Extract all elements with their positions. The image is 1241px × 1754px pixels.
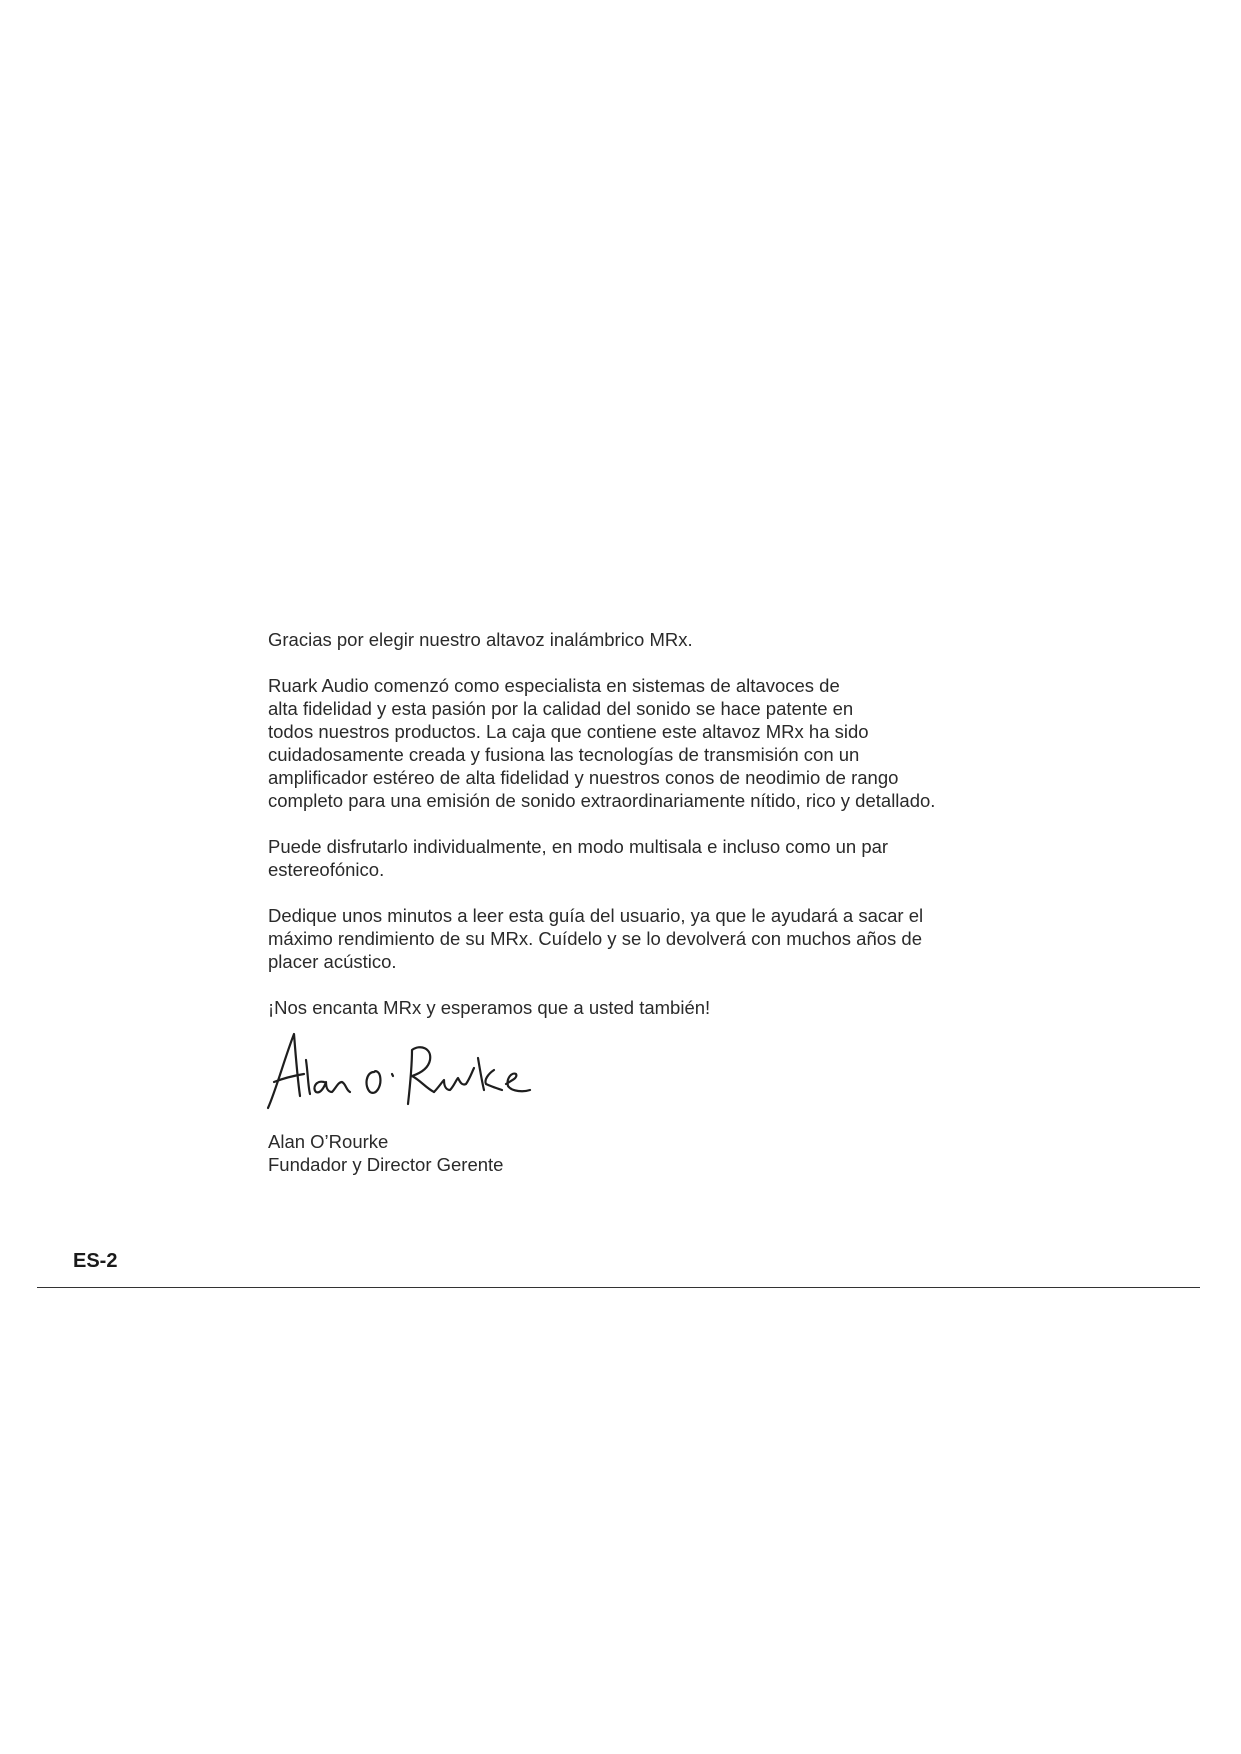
letter-closing: ¡Nos encanta MRx y esperamos que a usted también! [268, 997, 711, 1018]
signer-title: Fundador y Director Gerente [268, 1154, 504, 1175]
handwritten-signature [262, 1030, 532, 1112]
signer-block [268, 1130, 503, 1176]
letter-paragraph-3: Dedique unos minutos a leer esta guía del usuario, ya que le ayudará a sacar el máximo rendimiento de su MRx. Cuídelo y se lo devolverá con muchos años de placer acústico. [268, 905, 924, 972]
footer-divider [37, 1287, 1200, 1288]
letter-paragraph-2: Puede disfrutarlo individualmente, en modo multisala e incluso como un par estereofónico. [268, 836, 889, 880]
page-number: ES-2 [73, 1250, 118, 1272]
letter-body [268, 628, 1028, 1019]
signer-name: Alan O’Rourke [268, 1131, 389, 1152]
letter-greeting: Gracias por elegir nuestro altavoz inalámbrico MRx. [268, 629, 693, 650]
letter-paragraph-1: Ruark Audio comenzó como especialista en sistemas de altavoces de alta fidelidad y esta pasión por la calidad del sonido se hace patente en todos nuestros productos. La caja que contiene este altavoz MRx ha sido cuidadosamente creada y fusiona las tecnologías de transmisión con un amplificador estéreo de alta fidelidad y nuestros conos de neodimio de rango completo para una emisión de sonido extraordinariamente nítido, rico y detallado. [268, 675, 936, 811]
